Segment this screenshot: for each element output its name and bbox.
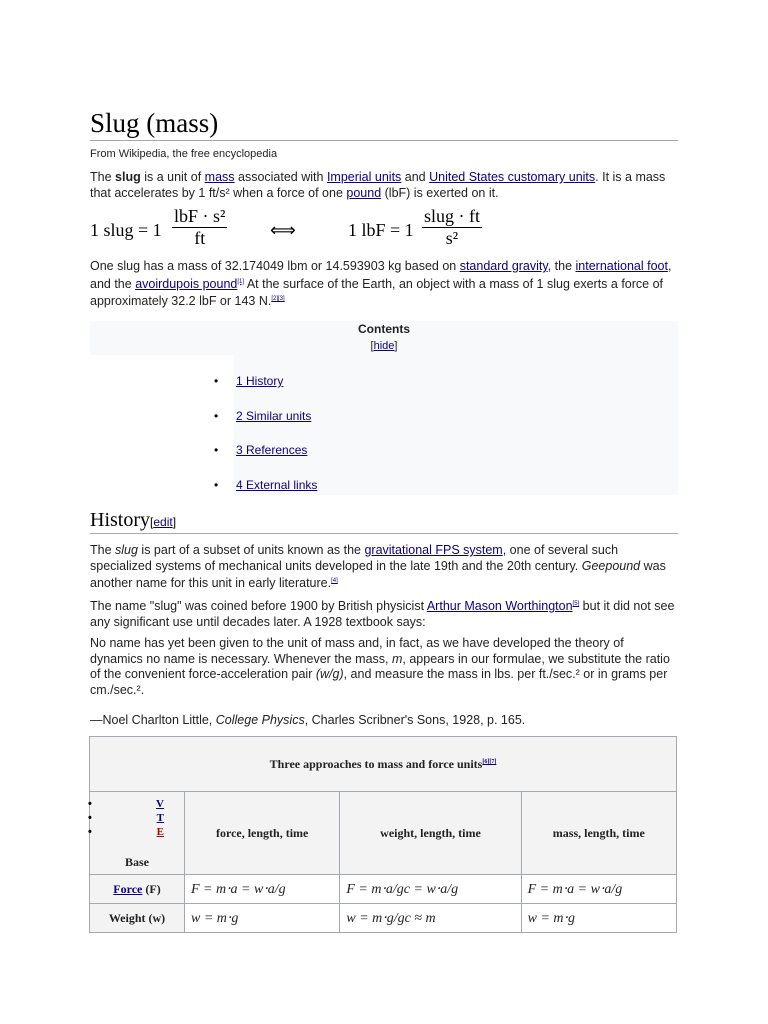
row-label-force: Force (F) bbox=[90, 875, 185, 904]
table-cell: w = m⋅g bbox=[185, 904, 340, 933]
column-header: force, length, time bbox=[185, 792, 340, 875]
ref-4[interactable]: [4] bbox=[331, 578, 338, 584]
table-of-contents: Contents [hide] • 1 History • 2 Similar units • 3 References • 4 External links bbox=[90, 321, 678, 495]
vte-view-link[interactable]: V bbox=[156, 798, 164, 810]
link-worthington[interactable]: Arthur Mason Worthington bbox=[426, 599, 573, 614]
ref-6-7[interactable]: [6][7] bbox=[482, 758, 497, 765]
table-cell: w = m⋅g bbox=[521, 904, 676, 933]
table-cell: F = m⋅a = w⋅a/g bbox=[521, 875, 676, 904]
toc-hide-link[interactable]: hide bbox=[373, 340, 395, 352]
table-cell: F = m⋅a = w⋅a/g bbox=[185, 875, 340, 904]
toc-item-references: • 3 References bbox=[236, 443, 307, 457]
row-label-weight: Weight (w) bbox=[90, 904, 185, 933]
base-label: Base bbox=[125, 855, 149, 869]
slug-formula: 1 slug = 1 lbF · s² ft ⟺ 1 lbF = 1 slug · ft s² bbox=[90, 206, 480, 248]
link-standard-gravity[interactable]: standard gravity bbox=[459, 259, 548, 273]
page-title: Slug (mass) bbox=[90, 108, 678, 141]
table-caption: Three approaches to mass and force units[6][7] bbox=[90, 737, 677, 792]
toc-title: Contents bbox=[358, 322, 410, 336]
link-force[interactable]: Force bbox=[113, 881, 143, 896]
table-cell: F = m⋅a/gc = w⋅a/g bbox=[340, 875, 521, 904]
history-paragraph-1: The slug is part of a subset of units known as the gravitational FPS system, one of several such specialized systems of mechanical units developed in the late 19th and the 20th century. Geepound was another name for this unit in early literature.[4] bbox=[90, 543, 666, 591]
textbook-quote: No name has yet been given to the unit of mass and, in fact, as we have developed the theory of dynamics no name is necessary. Whenever the mass, m, appears in our formulae, we substitute the ratio of the convenient force-acceleration pair (w/g), and measure the mass in lbs. per ft./sec.² or in grams per cm./sec.². bbox=[90, 636, 670, 697]
intro-paragraph: The slug is a unit of mass associated with Imperial units and United States customary units. It is a mass that accelerates by 1 ft/s² when a force of one pound (lbF) is exerted on it. bbox=[90, 170, 666, 200]
ref-1[interactable]: [1] bbox=[237, 278, 245, 285]
link-imperial-units[interactable]: Imperial units bbox=[326, 170, 402, 184]
vte-header bbox=[90, 792, 185, 875]
link-international-foot[interactable]: international foot bbox=[575, 259, 668, 273]
table-cell: w = m⋅g/gc ≈ m bbox=[340, 904, 521, 933]
ref-5[interactable]: [5] bbox=[572, 601, 580, 607]
column-header: weight, length, time bbox=[340, 792, 521, 875]
history-heading: History[edit] bbox=[90, 509, 678, 534]
toc-item-similar-units: • 2 Similar units bbox=[236, 409, 311, 423]
link-us-customary-units[interactable]: United States customary units bbox=[429, 170, 596, 184]
table-row bbox=[90, 904, 677, 933]
tagline: From Wikipedia, the free encyclopedia bbox=[90, 148, 278, 160]
link-gravitational-fps[interactable]: gravitational FPS system bbox=[364, 543, 503, 557]
table-row bbox=[90, 875, 677, 904]
history-paragraph-2: The name "slug" was coined before 1900 by British physicist Arthur Mason Worthington[5] but it did not see any significant use until decades later. A 1928 textbook says: bbox=[90, 599, 675, 629]
mass-definition-paragraph: One slug has a mass of 32.174049 lbm or 14.593903 kg based on standard gravity, the international foot, and the avoirdupois pound[1] At the surface of the Earth, an object with a mass of 1 slug exerts a force of approximately 32.2 lbF or 143 N.[2][3] bbox=[90, 259, 672, 309]
link-mass[interactable]: mass bbox=[204, 170, 235, 184]
units-table bbox=[89, 736, 677, 933]
link-pound[interactable]: pound bbox=[346, 185, 382, 200]
vte-talk-link[interactable]: T bbox=[156, 812, 164, 824]
link-avoirdupois-pound[interactable]: avoirdupois pound bbox=[135, 276, 238, 291]
column-header: mass, length, time bbox=[521, 792, 676, 875]
toc-item-external-links: • 4 External links bbox=[236, 478, 317, 492]
edit-history-link[interactable]: edit bbox=[153, 515, 173, 529]
toc-item-history: • 1 History bbox=[236, 374, 283, 388]
ref-2-3[interactable]: [2][3] bbox=[271, 296, 285, 303]
quote-citation: —Noel Charlton Little, College Physics, Charles Scribner's Sons, 1928, p. 165. bbox=[90, 713, 526, 727]
vte-edit-link[interactable]: E bbox=[156, 826, 164, 838]
